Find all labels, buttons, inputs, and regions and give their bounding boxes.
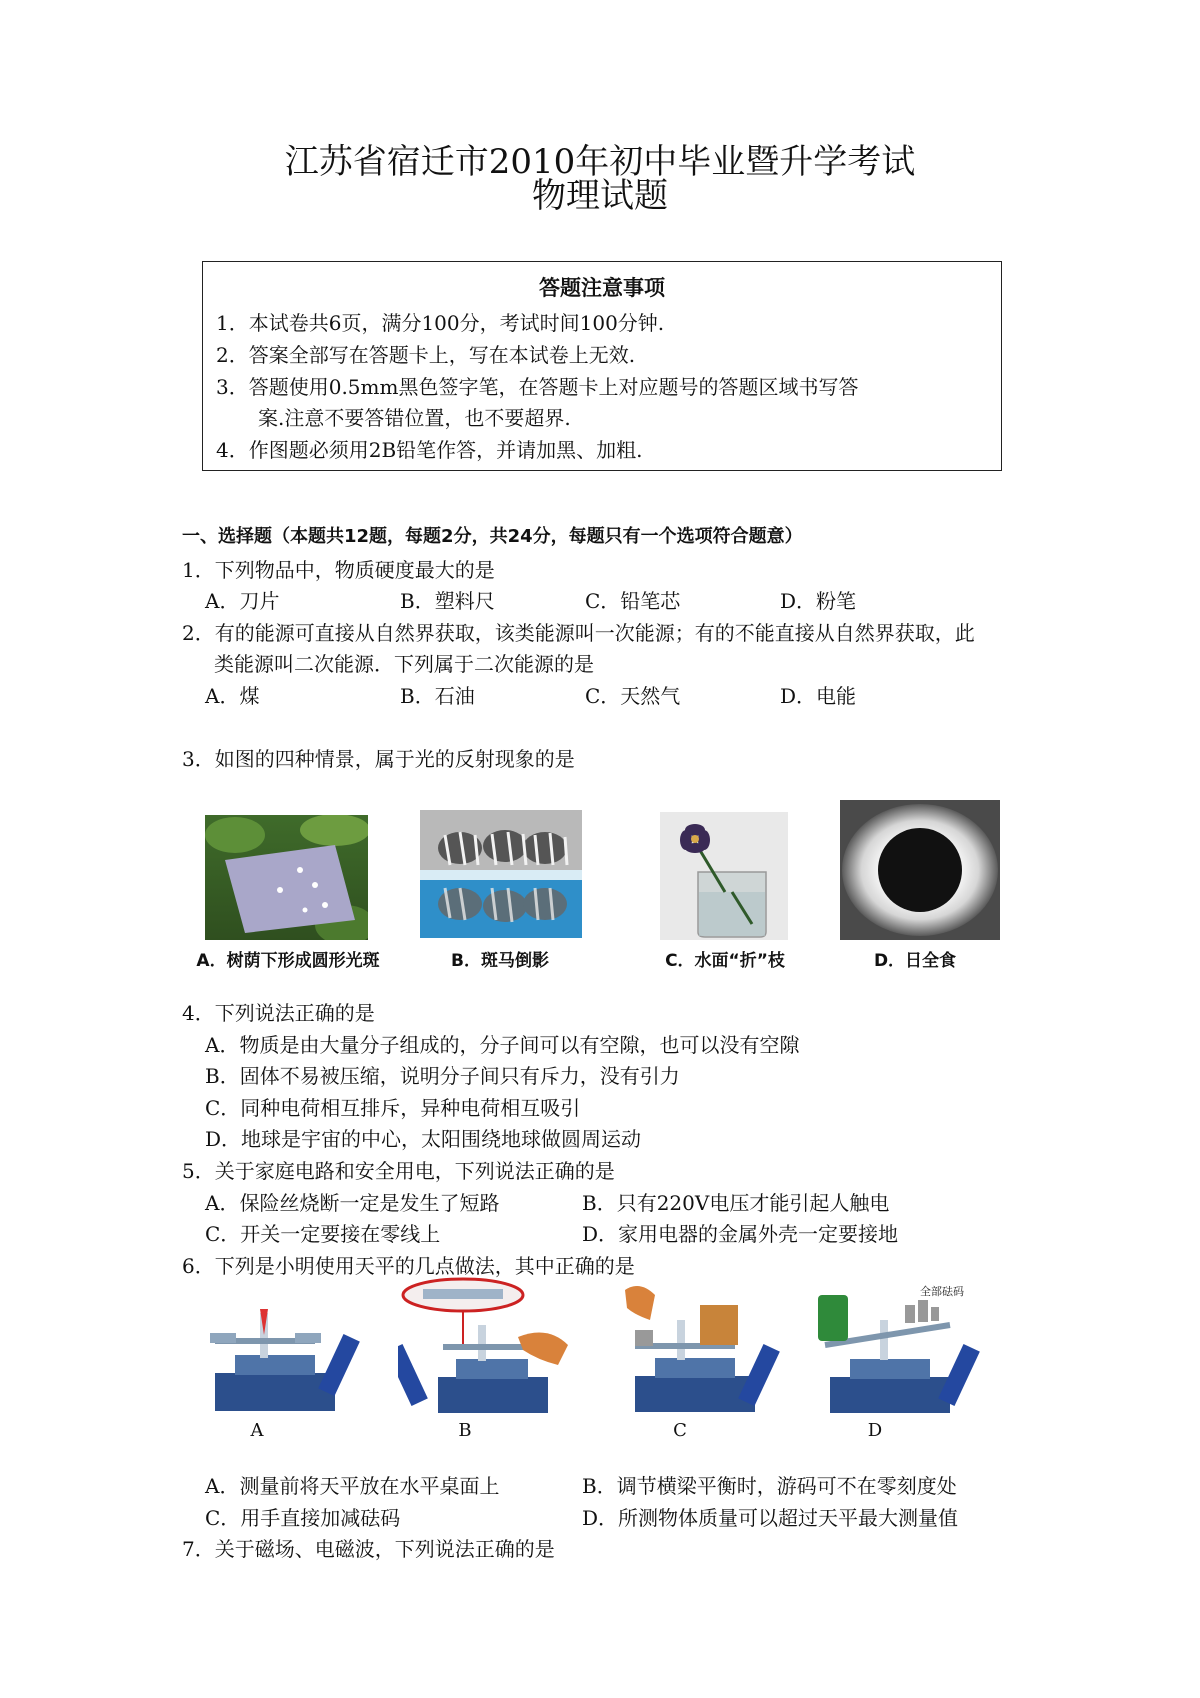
q6-balance-image-b <box>398 1275 573 1415</box>
notice-item-4: 4．作图题必须用2B铅笔作答，并请加黑、加粗. <box>216 438 643 462</box>
q6-option-d: D．所测物体质量可以超过天平最大测量值 <box>582 1506 959 1530</box>
q4-option-d: D．地球是宇宙的中心，太阳围绕地球做圆周运动 <box>205 1127 642 1151</box>
q4-option-b: B．固体不易被压缩，说明分子间只有斥力，没有引力 <box>205 1064 680 1088</box>
q6-stem: 6．下列是小明使用天平的几点做法，其中正确的是 <box>182 1254 635 1278</box>
q6-label-c: C <box>673 1420 687 1441</box>
q6-balance-image-a <box>205 1295 365 1415</box>
q1-option-b: B．塑料尺 <box>400 589 495 613</box>
q1-stem: 1．下列物品中，物质硬度最大的是 <box>182 558 495 582</box>
q4-option-c: C．同种电荷相互排斥，异种电荷相互吸引 <box>205 1096 581 1120</box>
q6-label-a: A <box>250 1420 264 1441</box>
q3-caption-d: D．日全食 <box>873 951 957 971</box>
exam-subtitle: 物理试题 <box>532 176 668 216</box>
q5-option-a: A．保险丝烧断一定是发生了短路 <box>205 1191 500 1215</box>
q2-option-a: A．煤 <box>205 684 260 708</box>
q1-option-c: C．铅笔芯 <box>585 589 681 613</box>
q2-stem-line1: 2．有的能源可直接从自然界获取，该类能源叫一次能源；有的不能直接从自然界获取，此 <box>182 621 975 645</box>
q3-image-a <box>205 815 368 940</box>
q5-option-d: D．家用电器的金属外壳一定要接地 <box>582 1222 899 1246</box>
q5-stem: 5．关于家庭电路和安全用电，下列说法正确的是 <box>182 1159 615 1183</box>
q6-label-d: D <box>867 1420 883 1441</box>
notice-heading: 答题注意事项 <box>539 276 665 300</box>
q1-option-d: D．粉笔 <box>780 589 857 613</box>
q6-option-b: B．调节横梁平衡时，游码可不在零刻度处 <box>582 1474 957 1498</box>
q2-option-b: B．石油 <box>400 684 475 708</box>
q5-option-b: B．只有220V电压才能引起人触电 <box>582 1191 890 1215</box>
notice-item-1: 1．本试卷共6页，满分100分，考试时间100分钟. <box>216 311 665 335</box>
q3-caption-b: B．斑马倒影 <box>451 951 549 971</box>
section-heading: 一、选择题（本题共12题，每题2分，共24分，每题只有一个选项符合题意） <box>182 526 803 547</box>
q6-label-b: B <box>458 1420 472 1441</box>
q3-image-b <box>420 810 582 938</box>
notice-item-3-cont: 案.注意不要答错位置，也不要超界. <box>258 406 571 430</box>
exam-title: 江苏省宿迁市2010年初中毕业暨升学考试 <box>284 142 916 182</box>
notice-item-2: 2．答案全部写在答题卡上，写在本试卷上无效. <box>216 343 636 367</box>
q3-image-c <box>660 812 788 940</box>
q3-caption-c: C．水面“折”枝 <box>665 951 785 971</box>
q7-stem: 7．关于磁场、电磁波，下列说法正确的是 <box>182 1537 555 1561</box>
q6-weights-note: 全部砝码 <box>920 1285 964 1298</box>
q1-option-a: A．刀片 <box>205 589 280 613</box>
q4-stem: 4．下列说法正确的是 <box>182 1001 375 1025</box>
q5-option-c: C．开关一定要接在零线上 <box>205 1222 441 1246</box>
q2-option-c: C．天然气 <box>585 684 681 708</box>
notice-item-3: 3．答题使用0.5mm黑色签字笔，在答题卡上对应题号的答题区域书写答 <box>216 375 859 399</box>
q3-caption-a: A．树荫下形成圆形光斑 <box>196 951 380 971</box>
q3-stem: 3．如图的四种情景，属于光的反射现象的是 <box>182 747 575 771</box>
q2-stem-line2: 类能源叫二次能源．下列属于二次能源的是 <box>214 652 594 676</box>
q3-image-d <box>840 800 1000 940</box>
q6-option-a: A．测量前将天平放在水平桌面上 <box>205 1474 500 1498</box>
q6-balance-image-d <box>810 1285 985 1415</box>
q4-option-a: A．物质是由大量分子组成的，分子间可以有空隙，也可以没有空隙 <box>205 1033 800 1057</box>
q2-option-d: D．电能 <box>780 684 857 708</box>
q6-option-c: C．用手直接加减砝码 <box>205 1506 401 1530</box>
q6-balance-image-c <box>615 1280 785 1415</box>
